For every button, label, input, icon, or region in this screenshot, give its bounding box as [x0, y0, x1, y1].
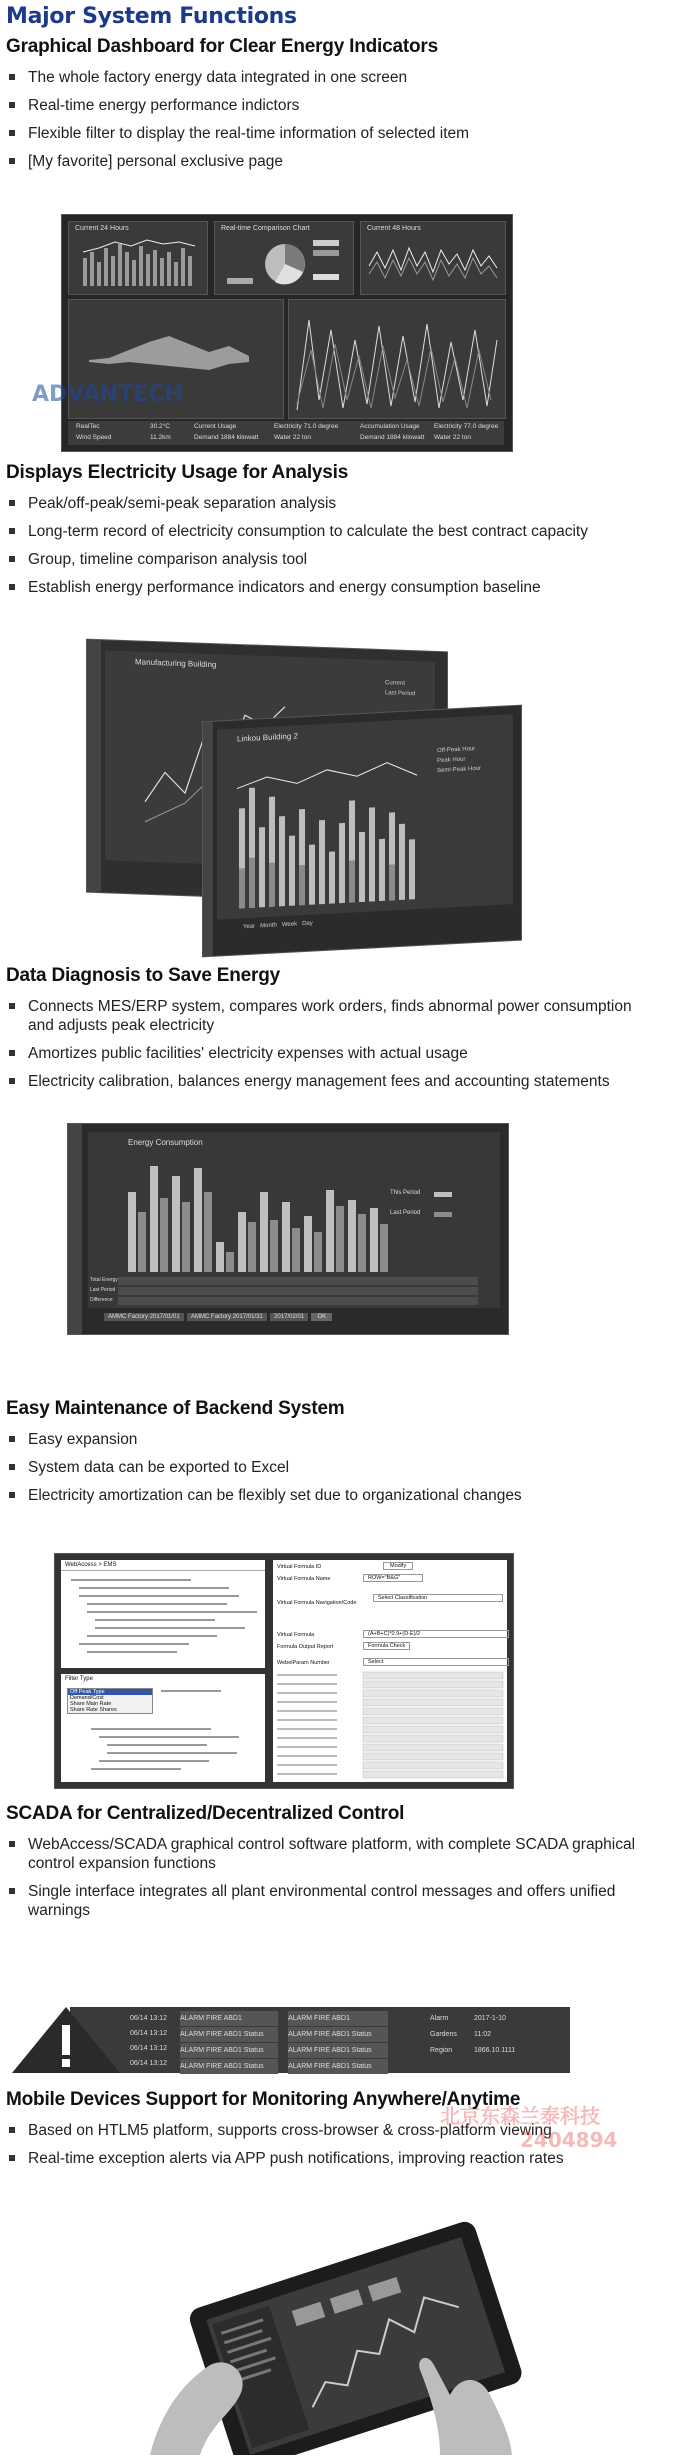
info-value: 1866.10.1111: [474, 2047, 516, 2054]
list-item: Peak/off-peak/semi-peak separation analysis: [6, 494, 646, 513]
footer-value: Electricity 77.0 degree: [434, 423, 499, 430]
alarm-time: 06/14 13:12: [130, 2030, 167, 2037]
legend-this-period: This Period: [390, 1190, 421, 1196]
stacked-bar-graphic: [217, 714, 513, 920]
chart-title: Manufacturing Building: [135, 657, 217, 670]
alarm-list-a: [180, 2011, 278, 2074]
dashboard-screenshot: [62, 215, 512, 451]
tree-list-graphic: [61, 1674, 265, 1782]
ok-button[interactable]: OK: [311, 1313, 332, 1321]
chart-title: Energy Consumption: [128, 1138, 203, 1147]
footer-label: Accumulation Usage: [360, 423, 420, 430]
alarm-info-panel: [430, 2011, 515, 2059]
section-title-backend: Easy Maintenance of Backend System: [6, 1398, 345, 1419]
cn-watermark: 北京东森兰泰科技: [440, 2104, 600, 2128]
list-item: Easy expansion: [6, 1430, 646, 1449]
legend-last-period: Last Period: [390, 1210, 421, 1216]
chart-area: [88, 1132, 500, 1308]
tablet-illustration: [140, 2205, 540, 2455]
dropdown-option[interactable]: Off Peak Type: [68, 1689, 152, 1695]
energy-consumption-screenshot: [68, 1124, 508, 1334]
line-chart-graphic: [361, 222, 505, 294]
legend-item: Peak Hour: [437, 756, 466, 765]
list-item: Connects MES/ERP system, compares work orders, finds abnormal power consumption and adjusts peak electricity: [6, 997, 646, 1035]
panel-title: Current 24 Hours: [75, 225, 129, 232]
section-title-scada: SCADA for Centralized/Decentralized Control: [6, 1803, 405, 1824]
list-item: Single interface integrates all plant environmental control messages and offers unified warnings: [6, 1882, 646, 1920]
bar-chart-graphic: [69, 222, 207, 294]
info-label: Region: [430, 2047, 453, 2054]
current-24h-panel: [68, 221, 208, 295]
list-item: Long-term record of electricity consumption to calculate the best contract capacity: [6, 522, 646, 541]
filter-window: [61, 1674, 265, 1782]
footer-label: Current Usage: [194, 423, 237, 430]
formula-name-input[interactable]: ROW="B&G": [363, 1574, 423, 1582]
param-select[interactable]: Select: [363, 1658, 509, 1666]
list-item: System data can be exported to Excel: [6, 1458, 646, 1477]
footer-value: 30.2°C: [150, 423, 170, 430]
left-hand: [150, 2362, 243, 2455]
spike-chart-graphic: [289, 300, 505, 418]
alarm-time: 06/14 13:12: [130, 2015, 167, 2022]
row-label: Total Energy: [90, 1277, 118, 1283]
sidebar: [68, 1124, 82, 1334]
chart-title: Linkou Building 2: [237, 731, 298, 744]
linkou-building-screen: [203, 706, 521, 957]
list-item: Real-time energy performance indictors: [6, 96, 646, 115]
list-item: Flexible filter to display the real-time information of selected item: [6, 124, 646, 143]
list-item: Electricity amortization can be flexibly set due to organizational changes: [6, 1486, 646, 1505]
scada-feature-list: [6, 1835, 646, 1929]
scada-alarm-banner: [10, 2005, 572, 2075]
factory-end-select[interactable]: AMMC Factory 2017/01/31: [187, 1313, 267, 1321]
list-item: Real-time exception alerts via APP push notifications, improving reaction rates: [6, 2149, 646, 2168]
formula-form: [273, 1560, 507, 1782]
alarm-row[interactable]: ALARM FIRE ABD1 Status: [180, 2059, 278, 2074]
factory-start-select[interactable]: AMMC Factory 2017/01/01: [104, 1313, 184, 1321]
alarm-row[interactable]: ALARM FIRE ABD1 Status: [180, 2043, 278, 2058]
row-label: Difference: [90, 1297, 113, 1303]
alarm-row[interactable]: ALARM FIRE ABD1 Status: [288, 2043, 388, 2058]
list-item: Group, timeline comparison analysis tool: [6, 550, 646, 569]
chart-area: [217, 714, 513, 920]
panel-title: Real-time Comparison Chart: [221, 225, 310, 232]
list-item: WebAccess/SCADA graphical control software platform, with complete SCADA graphical control expansion functions: [6, 1835, 646, 1873]
list-item: Establish energy performance indicators and energy consumption baseline: [6, 578, 646, 597]
sidebar: [203, 722, 213, 957]
dashboard-footer: [68, 421, 504, 445]
form-label: Virtual Formula: [277, 1632, 315, 1638]
filter-bar: [104, 1314, 332, 1320]
electricity-screenshot: [85, 640, 525, 955]
list-item: The whole factory energy data integrated in one screen: [6, 68, 646, 87]
pie-chart-graphic: [215, 222, 353, 294]
backend-screenshot: [55, 1554, 513, 1788]
legend-item: Last Period: [385, 690, 416, 698]
footer-label: Wind Speed: [76, 434, 112, 441]
alarm-row[interactable]: ALARM FIRE ABD1 Status: [288, 2059, 388, 2074]
diagnosis-feature-list: [6, 997, 646, 1100]
footer-label: Demand 1884 kilowatt: [360, 434, 425, 441]
footer-value: Water 22 ton: [274, 434, 311, 441]
classification-select[interactable]: Select Classification: [373, 1594, 503, 1602]
formula-check-button[interactable]: Formula Check: [363, 1642, 410, 1650]
sidebar: [87, 640, 101, 892]
number-watermark: 2404894: [520, 2128, 618, 2152]
alarm-time-list: [130, 2011, 167, 2071]
section-title-dashboard: Graphical Dashboard for Clear Energy Indicators: [6, 36, 438, 57]
comparison-panel: [214, 221, 354, 295]
info-value: 11:02: [474, 2031, 491, 2038]
info-label: Gardens: [430, 2031, 457, 2038]
tree-window: [61, 1560, 265, 1668]
alarm-list-b: [288, 2011, 388, 2074]
tree-list-graphic: [61, 1571, 265, 1667]
param-label: WebelParam Number: [277, 1660, 330, 1666]
week-option[interactable]: Week: [281, 921, 298, 929]
form-label: Virtual Formula ID: [277, 1564, 322, 1570]
list-item: Based on HTLM5 platform, supports cross-browser & cross-platform viewing: [6, 2121, 646, 2140]
info-label: Alarm: [430, 2015, 449, 2022]
modify-button[interactable]: Modify: [383, 1562, 413, 1570]
alarm-row[interactable]: ALARM FIRE ABD1: [288, 2011, 388, 2026]
footer-label: Demand 1884 kilowatt: [194, 434, 259, 441]
bar-chart-graphic: [88, 1132, 500, 1308]
multi-line-panel: [288, 299, 506, 419]
panel-title: Current 48 Hours: [367, 225, 421, 232]
advantech-watermark: ADVANTECH: [32, 382, 183, 407]
legend-item: Semi-Peak Hour: [437, 765, 482, 775]
legend-item: Current: [385, 680, 406, 687]
dropdown-option[interactable]: Demand/Cost: [70, 1695, 104, 1701]
list-item: Electricity calibration, balances energy management fees and accounting statements: [6, 1072, 646, 1091]
alarm-time: 06/14 13:12: [130, 2045, 167, 2052]
dropdown-option[interactable]: Share Rate Shares: [70, 1707, 117, 1713]
footer-value: Electricity 71.0 degree: [274, 423, 339, 430]
list-item: Amortizes public facilities' electricity expenses with actual usage: [6, 1044, 646, 1063]
alarm-row[interactable]: ALARM FIRE ABD1: [180, 2011, 278, 2026]
dashboard-feature-list: [6, 68, 646, 180]
month-option[interactable]: Month: [260, 922, 277, 930]
backend-feature-list: [6, 1430, 646, 1514]
dropdown-option[interactable]: Share Main Rate: [70, 1701, 112, 1707]
formula-input[interactable]: (A+B+C)*0.9+(D-E)/2: [363, 1630, 509, 1638]
electricity-feature-list: [6, 494, 646, 606]
warning-icon: [10, 2005, 140, 2075]
form-label: Virtual Formula Name: [277, 1576, 331, 1582]
section-title-electricity: Displays Electricity Usage for Analysis: [6, 462, 349, 483]
window-title: WebAccess > EMS: [61, 1560, 265, 1571]
footer-value: Water 22 ton: [434, 434, 471, 441]
row-label: Last Period: [90, 1287, 116, 1293]
filter-label: Filter Type: [65, 1676, 93, 1682]
alarm-row[interactable]: ALARM FIRE ABD1 Status: [288, 2027, 388, 2042]
list-item: [My favorite] personal exclusive page: [6, 152, 646, 171]
footer-value: 11.2km: [150, 434, 171, 441]
legend-item: Off-Peak Hour: [437, 746, 476, 755]
form-rows-graphic: [273, 1560, 507, 1782]
info-value: 2017-1-10: [474, 2015, 506, 2022]
form-label: Formula Output Report: [277, 1644, 334, 1650]
day-option[interactable]: Day: [302, 920, 313, 928]
form-label: Virtual Formula Navigation/Code: [277, 1600, 357, 1606]
section-title-diagnosis: Data Diagnosis to Save Energy: [6, 965, 281, 986]
alarm-row[interactable]: ALARM FIRE ABD1 Status: [180, 2027, 278, 2042]
time-range-controls[interactable]: [243, 921, 313, 931]
page-title: Major System Functions: [6, 4, 297, 29]
alarm-time: 06/14 13:12: [130, 2060, 167, 2067]
year-option[interactable]: Year: [243, 923, 256, 931]
current-48h-panel: [360, 221, 506, 295]
date-select[interactable]: 2017/02/01: [270, 1313, 308, 1321]
footer-label: RealTec: [76, 423, 100, 430]
section-title-mobile: Mobile Devices Support for Monitoring Anywhere/Anytime: [6, 2089, 521, 2110]
